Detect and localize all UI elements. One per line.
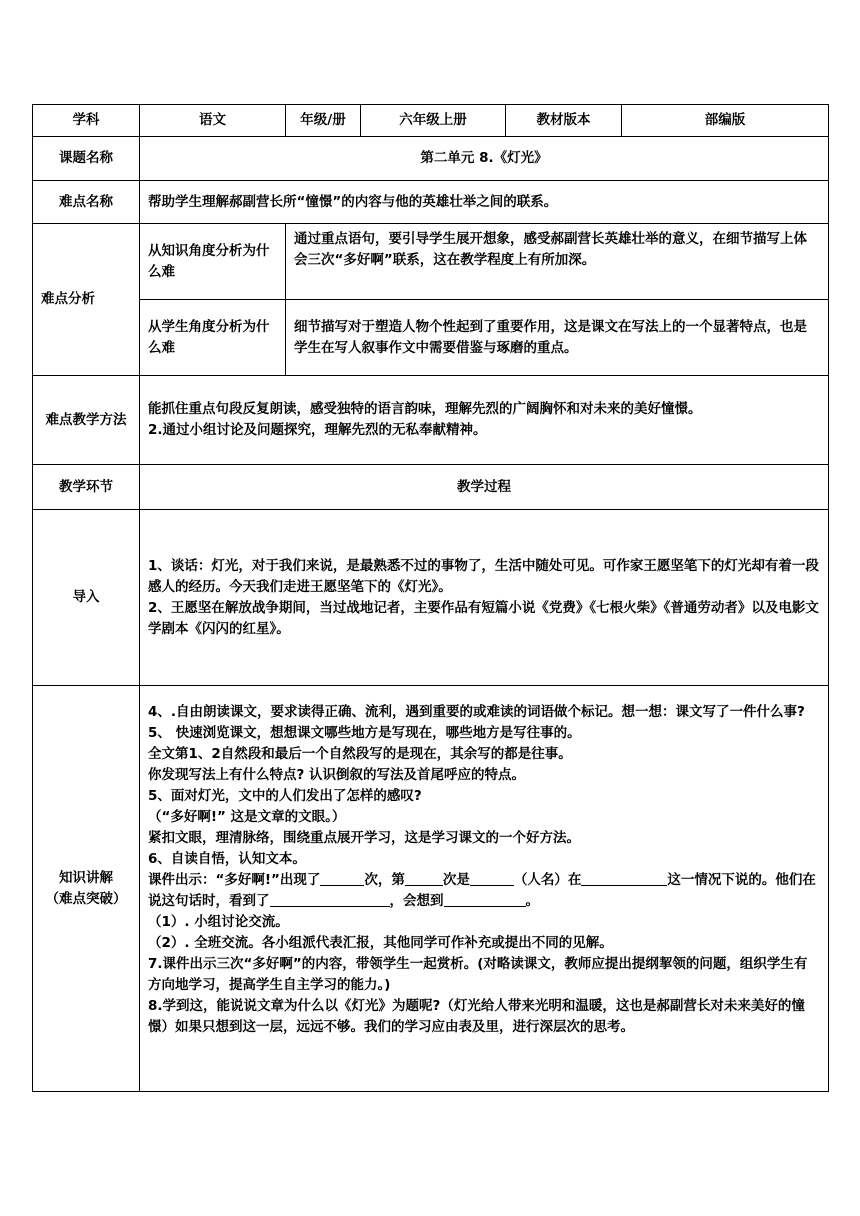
intro-content — [140, 510, 829, 686]
explain-line: 紧扣文眼，理清脉络，围绕重点展开学习，这是学习课文的一个好方法。 — [148, 830, 580, 846]
explain-line: 8.学到这，能说说文章为什么以《灯光》为题呢?（灯光给人带来光明和温暖，这也是郝副营长对未来美好的憧憬）如果只想到这一层，远远不够。我们的学习应由表及里，进行深层次的思考。 — [148, 998, 805, 1035]
intro-label: 导入 — [33, 510, 140, 686]
fill-text: 次是 — [442, 872, 470, 888]
fill-text: 课件出示：“多好啊!”出现了 — [148, 872, 321, 888]
edition-label: 教材版本 — [506, 105, 622, 137]
process-header-row — [33, 465, 829, 510]
explain-line: 6、自读自悟，认知文本。 — [148, 851, 306, 867]
analysis-label: 难点分析 — [33, 224, 140, 376]
fill-blank — [581, 871, 667, 886]
difficulty-value: 帮助学生理解郝副营长所“憧憬”的内容与他的英雄壮举之间的联系。 — [140, 181, 829, 224]
fill-blank — [270, 892, 390, 907]
method-content — [140, 376, 829, 465]
explain-label-line2: （难点突破） — [45, 890, 127, 907]
topic-label: 课题名称 — [33, 137, 140, 181]
explain-line: 5、 快速浏览课文，想想课文哪些地方是写现在，哪些地方是写往事的。 — [148, 725, 581, 741]
method-line: 2.通过小组讨论及问题探究，理解先烈的无私奉献精神。 — [148, 422, 487, 438]
explain-label — [33, 686, 140, 1092]
fill-text: （人名）在 — [513, 872, 582, 888]
header-row — [33, 105, 829, 137]
intro-row — [33, 510, 829, 686]
student-angle-value: 细节描写对于塑造人物个性起到了重要作用，这是课文在写法上的一个显著特点，也是学生在写人叙事作文中需要借鉴与琢磨的重点。 — [286, 300, 829, 376]
intro-line: 1、谈话：灯光，对于我们来说，是最熟悉不过的事物了，生活中随处可见。可作家王愿坚笔下的灯光却有着一段感人的经历。今天我们走进王愿坚笔下的《灯光》。 — [148, 557, 819, 595]
analysis-student-row — [33, 300, 829, 376]
explain-content — [140, 686, 829, 1092]
process-stage-label: 教学环节 — [33, 465, 140, 510]
explain-line: （1）. 小组讨论交流。 — [148, 914, 289, 930]
subject-label: 学科 — [33, 105, 140, 137]
explain-line: （“多好啊!” 这是文章的文眼。） — [148, 809, 346, 825]
edition-value: 部编版 — [622, 105, 829, 137]
topic-row — [33, 137, 829, 181]
fill-blank — [405, 871, 443, 886]
intro-line: 2、王愿坚在解放战争期间，当过战地记者，主要作品有短篇小说《党费》《七根火柴》《普通劳动者》以及电影文学剧本《闪闪的红星》。 — [148, 599, 819, 637]
topic-value: 第二单元 8.《灯光》 — [140, 137, 829, 181]
explain-line: 5、面对灯光，文中的人们发出了怎样的感叹? — [148, 788, 422, 804]
analysis-knowledge-row — [33, 224, 829, 300]
student-angle-label: 从学生角度分析为什么难 — [140, 300, 286, 376]
grade-label: 年级/册 — [286, 105, 361, 137]
lesson-plan-table — [32, 104, 829, 1092]
fill-text: 次，第 — [364, 872, 405, 888]
knowledge-angle-label: 从知识角度分析为什么难 — [140, 224, 286, 300]
grade-value: 六年级上册 — [361, 105, 506, 137]
method-label: 难点教学方法 — [33, 376, 140, 465]
explain-line: 7.课件出示三次“多好啊”的内容，带领学生一起赏析。(对略读课文，教师应提出提纲挈领的问题，组织学生有方向地学习，提高学生自主学习的能力。) — [148, 956, 808, 993]
explain-label-line1: 知识讲解 — [59, 869, 113, 886]
fill-in-exercise — [148, 870, 820, 912]
explain-row — [33, 686, 829, 1092]
difficulty-label: 难点名称 — [33, 181, 140, 224]
explain-line: 全文第1、2自然段和最后一个自然段写的是现在，其余写的都是往事。 — [148, 746, 572, 762]
knowledge-angle-value: 通过重点语句，要引导学生展开想象，感受郝副营长英雄壮举的意义，在细节描写上体会三次“多好啊”联系，这在教学程度上有所加深。 — [286, 224, 829, 300]
fill-blank — [320, 871, 364, 886]
difficulty-row — [33, 181, 829, 224]
explain-line: （2）. 全班交流。各小组派代表汇报，其他同学可作补充或提出不同的见解。 — [148, 935, 613, 951]
subject-value: 语文 — [140, 105, 286, 137]
method-line: 能抓住重点句段反复朗读，感受独特的语言韵味，理解先烈的广阔胸怀和对未来的美好憧憬。 — [148, 401, 702, 417]
fill-text: ，会想到 — [389, 893, 444, 909]
fill-blank — [470, 871, 514, 886]
method-row — [33, 376, 829, 465]
explain-line: 4、.自由朗读课文，要求读得正确、流利，遇到重要的或难读的词语做个标记。想一想：课文写了一件什么事? — [148, 704, 805, 720]
fill-text: 这一情况下说的。他们在说这句话时，看到了 — [148, 872, 816, 909]
fill-blank — [444, 892, 526, 907]
explain-line: 你发现写法上有什么特点? 认识倒叙的写法及首尾呼应的特点。 — [148, 767, 526, 783]
process-label: 教学过程 — [140, 465, 829, 510]
fill-text: 。 — [525, 893, 539, 909]
